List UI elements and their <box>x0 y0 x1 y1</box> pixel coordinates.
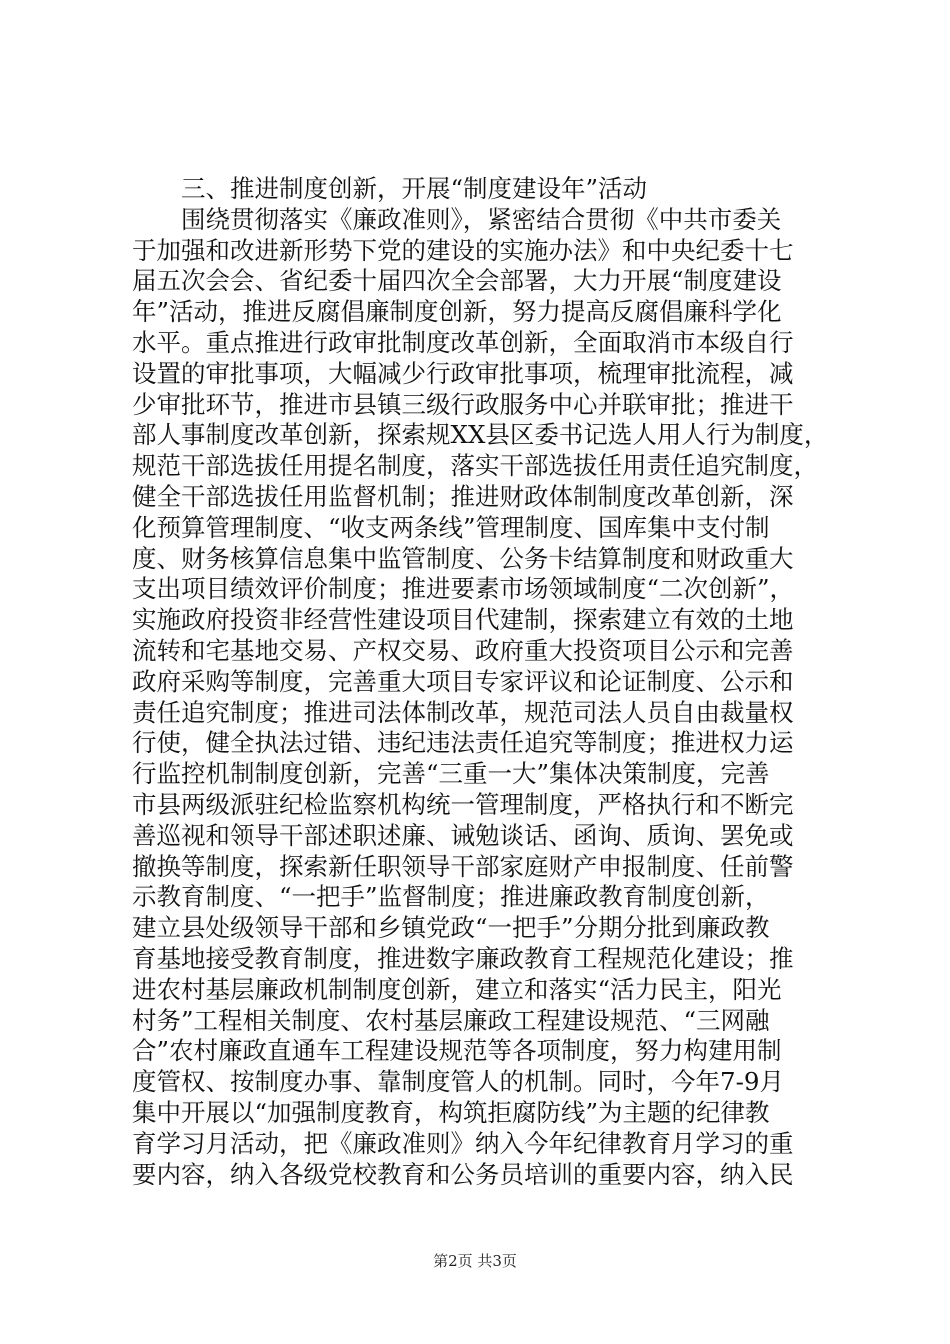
paragraph-line: 行监控机制制度创新，完善“三重一大”集体决策制度，完善 <box>132 759 770 789</box>
paragraph-line: 集中开展以“加强制度教育，构筑拒腐防线”为主题的纪律教 <box>132 1097 770 1127</box>
paragraph-line: 化预算管理制度、“收支两条线”管理制度、国库集中支付制 <box>132 512 770 542</box>
paragraph-line: 撤换等制度，探索新任职领导干部家庭财产申报制度、任前警 <box>132 851 794 881</box>
section-heading: 三、推进制度创新，开展“制度建设年”活动 <box>181 174 648 203</box>
paragraph-line: 于加强和改进新形势下党的建设的实施办法》和中央纪委十七 <box>132 235 794 265</box>
paragraph-line: 年”活动，推进反腐倡廉制度创新，努力提高反腐倡廉科学化 <box>132 297 782 327</box>
paragraph-line: 善巡视和领导干部述职述廉、诫勉谈话、函询、质询、罢免或 <box>132 820 794 850</box>
paragraph-line: 流转和宅基地交易、产权交易、政府重大投资项目公示和完善 <box>132 635 794 665</box>
paragraph-line: 建立县处级领导干部和乡镇党政“一把手”分期分批到廉政教 <box>132 913 770 943</box>
paragraph-line: 要内容，纳入各级党校教育和公务员培训的重要内容，纳入民 <box>132 1159 794 1189</box>
paragraph-line: 设置的审批事项，大幅减少行政审批事项，梳理审批流程，减 <box>132 358 794 388</box>
paragraph-line: 责任追究制度；推进司法体制改革，规范司法人员自由裁量权 <box>132 697 794 727</box>
page-number-footer: 第2页 共3页 <box>433 1252 517 1270</box>
paragraph-line: 规范干部选拔任用提名制度，落实干部选拔任用责任追究制度， <box>132 451 818 481</box>
paragraph-line: 届五次会会、省纪委十届四次全会部署，大力开展“制度建设 <box>132 266 782 296</box>
paragraph-line: 进农村基层廉政机制制度创新，建立和落实“活力民主，阳光 <box>132 974 782 1004</box>
paragraph-line: 少审批环节，推进市县镇三级行政服务中心并联审批；推进干 <box>132 389 794 419</box>
paragraph-line: 育学习月活动，把《廉政准则》纳入今年纪律教育月学习的重 <box>132 1128 794 1158</box>
paragraph-line: 合”农村廉政直通车工程建设规范等各项制度，努力构建用制 <box>132 1036 782 1066</box>
paragraph-line: 健全干部选拔任用监督机制；推进财政体制制度改革创新，深 <box>132 481 794 511</box>
paragraph-line: 育基地接受教育制度，推进数字廉政教育工程规范化建设；推 <box>132 943 794 973</box>
paragraph-line: 村务”工程相关制度、农村基层廉政工程建设规范、“三网融 <box>132 1005 770 1035</box>
paragraph-line: 水平。重点推进行政审批制度改革创新，全面取消市本级自行 <box>132 327 794 357</box>
paragraph-line: 度管权、按制度办事、靠制度管人的机制。同时，今年7-9月 <box>132 1067 784 1097</box>
document-body <box>132 174 832 1190</box>
paragraph-line: 实施政府投资非经营性建设项目代建制，探索建立有效的土地 <box>132 605 794 635</box>
paragraph-line: 政府采购等制度，完善重大项目专家评议和论证制度、公示和 <box>132 666 794 696</box>
paragraph-line: 行使，健全执法过错、违纪违法责任追究等制度；推进权力运 <box>132 728 794 758</box>
paragraph-line: 市县两级派驻纪检监察机构统一管理制度，严格执行和不断完 <box>132 789 794 819</box>
paragraph-line: 部人事制度改革创新，探索规XX县区委书记选人用人行为制度， <box>132 420 829 450</box>
paragraph-line: 支出项目绩效评价制度；推进要素市场领域制度“二次创新”， <box>132 574 795 604</box>
paragraph-line: 围绕贯彻落实《廉政准则》，紧密结合贯彻《中共市委关 <box>181 204 782 234</box>
paragraph-line: 度、财务核算信息集中监管制度、公务卡结算制度和财政重大 <box>132 543 794 573</box>
paragraph-line: 示教育制度、“一把手”监督制度；推进廉政教育制度创新， <box>132 882 770 912</box>
